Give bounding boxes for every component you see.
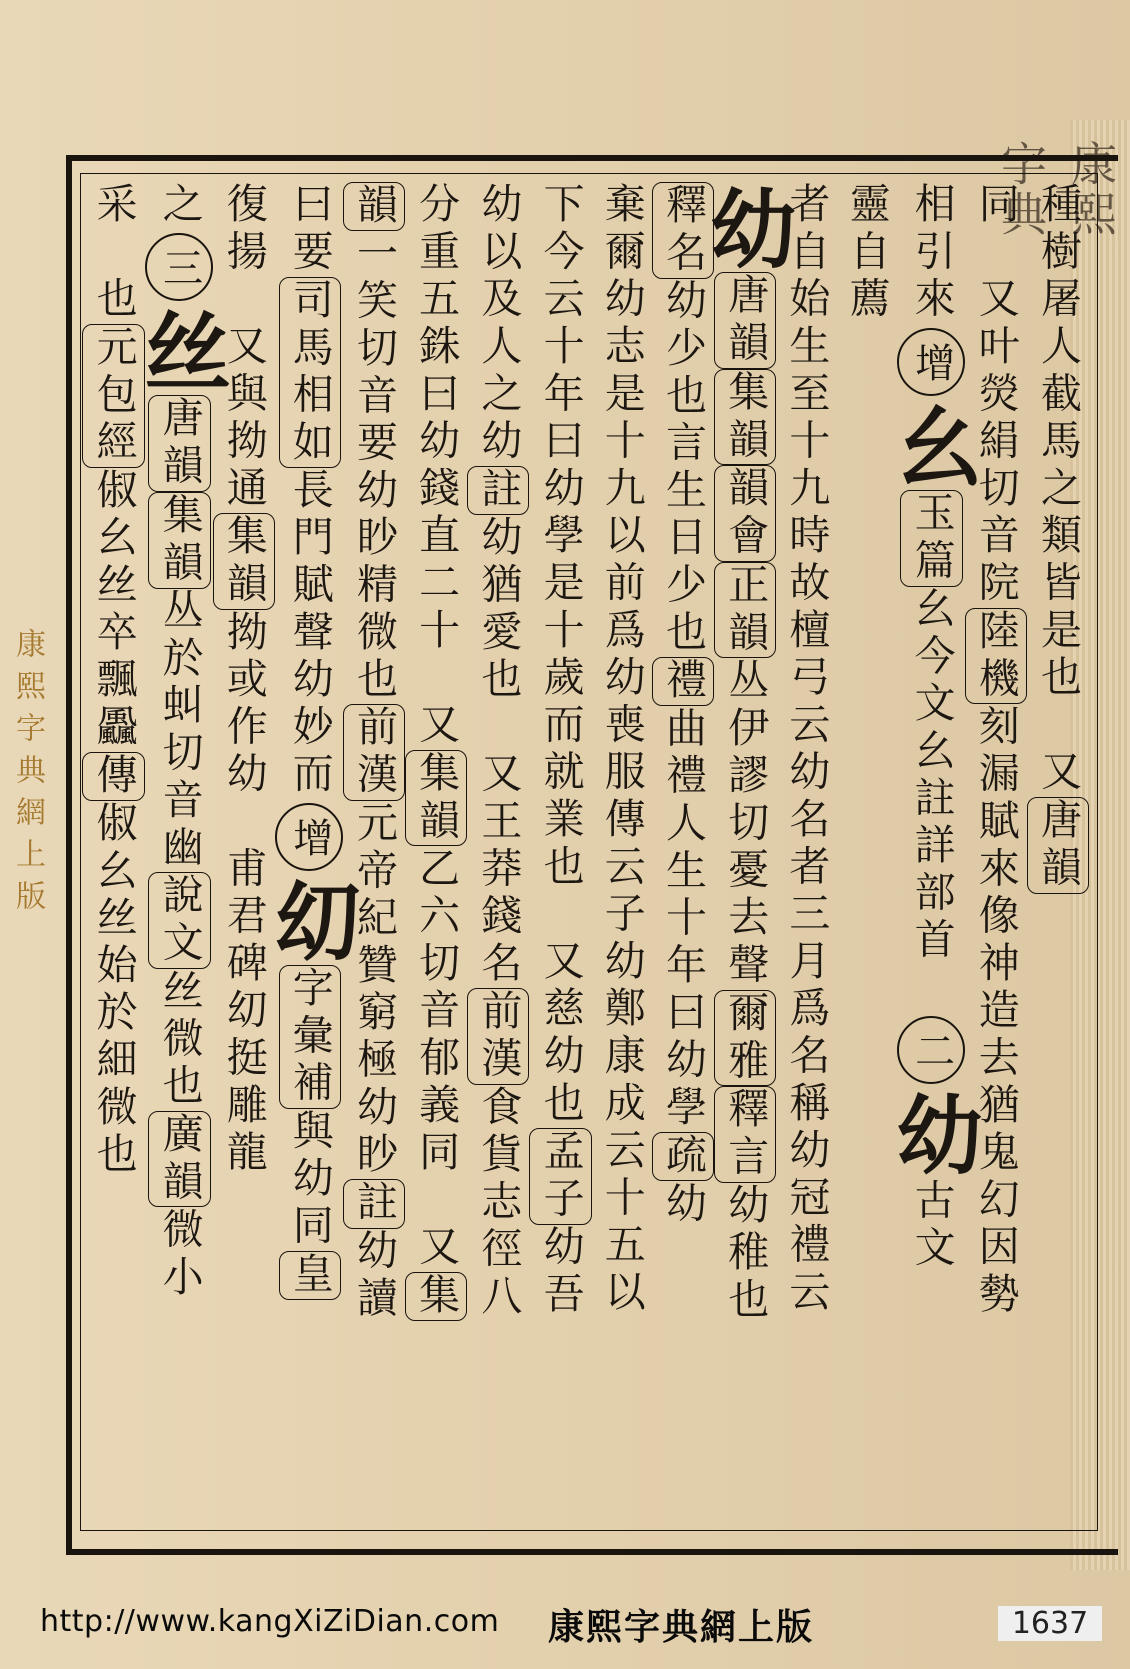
headword: 㓜 xyxy=(259,876,361,963)
entry-text: 丝微也 xyxy=(155,968,204,1111)
page-number: 1637 xyxy=(998,1606,1102,1641)
source-tag: 唐韻 xyxy=(714,272,776,369)
entry-text: 曰要 xyxy=(285,182,334,277)
source-tag: 傳 xyxy=(82,752,144,801)
text-column xyxy=(965,182,1027,1522)
entry-text: 丛於虯切音幽 xyxy=(155,588,204,873)
entry-text: 俶幺丝始於細微也 xyxy=(89,800,138,1180)
entry-text: 曲禮人生十年曰幼學 xyxy=(658,706,707,1133)
source-tag: 註 xyxy=(343,1179,405,1228)
entry-text: 幼以及人之幼 xyxy=(474,182,523,466)
entry-text: 一笑切音要幼眇精微也 xyxy=(349,231,398,705)
source-tag: 前漢 xyxy=(343,704,405,801)
source-tag: 韻會 xyxy=(714,465,776,562)
source-tag: 玉篇 xyxy=(900,490,962,587)
source-tag: 集 xyxy=(405,1272,467,1321)
source-tag: 唐韻 xyxy=(148,395,210,492)
source-tag: 元包經 xyxy=(82,324,144,468)
page-frame-inner xyxy=(80,173,1098,1531)
entry-text: 元帝紀贊窮極幼眇 xyxy=(349,800,398,1180)
text-column xyxy=(529,182,591,1522)
entry-text: 者自始生至十九時故檀弓云幼名者三月爲名稱幼冠禮云 xyxy=(782,182,831,1318)
text-column xyxy=(881,182,983,1522)
text-column xyxy=(82,182,144,1522)
source-tag: 集韻 xyxy=(405,750,467,847)
entry-text: 微小 xyxy=(155,1207,204,1303)
entry-text: 棄爾幼志是十九以前爲幼喪服傳云子幼鄭康成云十五以 xyxy=(597,182,646,1318)
source-tag: 陸機 xyxy=(965,608,1027,705)
circled-marker: 三 xyxy=(145,233,213,301)
entry-text: 幼猶愛也 又王莽錢名 xyxy=(474,515,523,989)
entry-text: 采 xyxy=(89,182,138,277)
spine-title: 康熙字典 xyxy=(994,140,1118,240)
headword: 幼 xyxy=(881,1090,983,1177)
entry-text: 相引來 xyxy=(907,182,956,324)
source-tag: 註 xyxy=(467,466,529,515)
circled-marker: 增 xyxy=(275,803,343,871)
entry-text: 同 又叶熒絹切音院 xyxy=(971,182,1020,608)
source-tag: 說文 xyxy=(148,872,210,969)
circled-marker: 增 xyxy=(897,328,965,396)
footer-url[interactable]: http://www.kangXiZiDian.com xyxy=(40,1604,500,1639)
text-column xyxy=(129,182,231,1522)
entry-text: 甫君碑㓜挺雕龍 xyxy=(219,846,268,1178)
source-tag: 集韻 xyxy=(714,369,776,466)
text-column xyxy=(467,182,529,1522)
source-tag: 皇 xyxy=(279,1251,341,1300)
entry-text: 俶幺丝卒飄飍 xyxy=(89,467,138,752)
source-tag: 釋言 xyxy=(714,1086,776,1183)
source-tag: 字彙補 xyxy=(279,965,341,1109)
entry-text: 幼讀 xyxy=(349,1228,398,1324)
text-column xyxy=(343,182,405,1522)
entry-text: 幼 xyxy=(658,1181,707,1229)
text-column xyxy=(652,182,714,1522)
circled-marker: 二 xyxy=(897,1016,965,1084)
entry-text: 靈自薦 xyxy=(842,182,891,324)
entry-text: 幼少也言生日少也 xyxy=(658,278,707,658)
source-tag: 爾雅 xyxy=(714,990,776,1087)
entry-text: 幺今文幺註詳部首 xyxy=(907,586,956,1013)
entry-text: 古文 xyxy=(907,1178,956,1273)
entry-text: 拗或作幼 xyxy=(219,609,268,847)
side-watermark: 康熙字典網上版 xyxy=(10,628,45,922)
entry-text: 幼吾 xyxy=(536,1224,585,1320)
page-frame xyxy=(66,155,1118,1555)
entry-text: 種樹屠人截馬之類皆是也 又 xyxy=(1034,182,1082,797)
source-tag: 前漢 xyxy=(467,988,529,1085)
dictionary-text xyxy=(89,182,1089,1522)
entry-text: 食貨志徑八 xyxy=(474,1084,523,1322)
source-tag: 集韻 xyxy=(148,492,210,589)
headword: 幺 xyxy=(881,401,983,488)
text-column xyxy=(592,182,652,1522)
entry-text: 與幼同 xyxy=(285,1108,334,1251)
entry-text: 丛伊謬切憂去聲 xyxy=(721,658,770,990)
text-column xyxy=(405,182,467,1522)
source-tag: 釋名 xyxy=(652,182,714,279)
source-tag: 司馬相如 xyxy=(279,277,341,468)
source-tag: 孟子 xyxy=(529,1128,591,1225)
entry-text: 乙六切音郁義同 又 xyxy=(412,846,461,1272)
entry-text: 幼稚也 xyxy=(721,1182,770,1325)
source-tag: 禮 xyxy=(652,657,714,706)
text-column xyxy=(836,182,896,1522)
headword: 丝 xyxy=(129,307,231,394)
headword: 幼 xyxy=(695,184,797,270)
entry-text: 之 xyxy=(155,182,204,230)
source-tag: 韻 xyxy=(343,182,405,231)
footer-title: 康熙字典網上版 xyxy=(548,1606,815,1648)
source-tag: 正韻 xyxy=(714,562,776,659)
entry-text: 也 xyxy=(89,276,138,324)
source-tag: 唐韻 xyxy=(1027,797,1089,894)
entry-text: 刻漏賦 xyxy=(971,704,1020,847)
text-column xyxy=(695,182,797,1522)
entry-text: 來像神造去猶鬼幻因勢 xyxy=(971,846,1020,1320)
entry-text: 復揚 又與拗通 xyxy=(219,182,268,514)
entry-text: 下今云十年曰幼學是十歲而就業也 又慈幼也 xyxy=(536,182,585,1128)
entry-text: 分重五銖曰幼錢直二十 又 xyxy=(412,182,461,750)
source-tag: 廣韻 xyxy=(148,1111,210,1208)
source-tag: 疏 xyxy=(652,1132,714,1181)
text-column xyxy=(776,182,836,1522)
text-column xyxy=(259,182,361,1522)
entry-text: 長門賦聲幼妙而 xyxy=(285,467,334,799)
text-column xyxy=(1027,182,1089,1522)
source-tag: 集韻 xyxy=(213,513,275,610)
